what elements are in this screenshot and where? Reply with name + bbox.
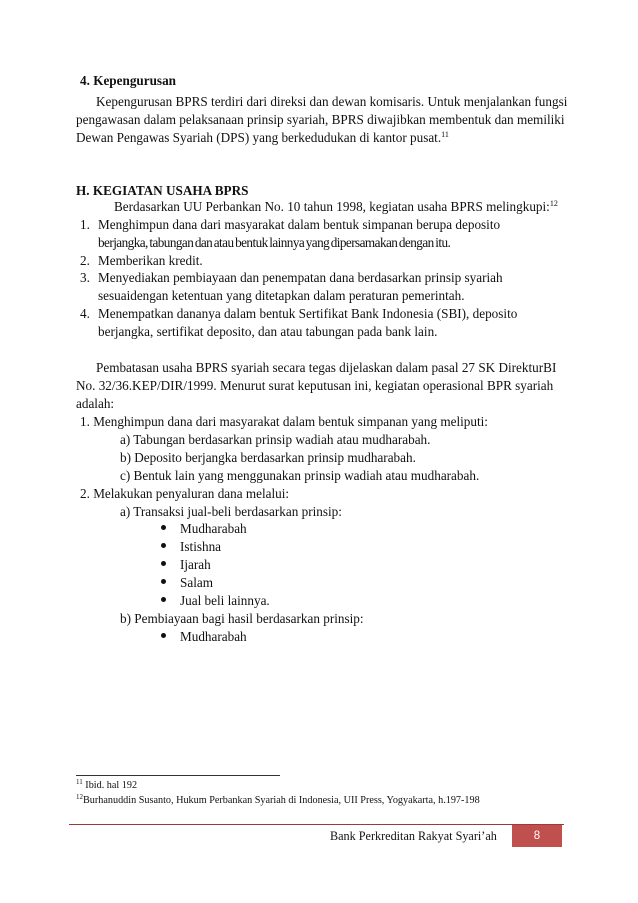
list-item-line: sesuaidengan ketentuan yang ditetapkan dalam peraturan pemerintah. [98, 288, 465, 303]
bullet-icon [161, 525, 166, 530]
bullet-item: Mudharabah [180, 629, 247, 644]
bullet-icon [161, 579, 166, 584]
footnote-12 [76, 793, 480, 806]
list-item-number: 2. [80, 253, 90, 268]
bullet-item: Jual beli lainnya. [180, 593, 270, 608]
footer-running-title: Bank Perkreditan Rakyat Syari’ah [330, 829, 497, 843]
list-item-number: 3. [80, 270, 90, 285]
restriction-item-2: 2. Melakukan penyaluran dana melalui: [80, 486, 290, 501]
list-item-number: 4. [80, 306, 90, 321]
footnote-11 [76, 778, 137, 791]
page-number: 8 [533, 830, 541, 842]
footnote-text: Ibid. hal 192 [85, 780, 138, 791]
bullet-icon [161, 543, 166, 548]
footnote-ref-11: 11 [441, 130, 449, 139]
bullet-icon [161, 597, 166, 602]
section-h-heading: H. KEGIATAN USAHA BPRS [76, 183, 249, 198]
page-number-badge [512, 825, 562, 847]
restriction-sub-a: a) Tabungan berdasarkan prinsip wadiah atau mudharabah. [120, 432, 431, 447]
section-h-intro [114, 199, 558, 215]
list-item-line: Menempatkan dananya dalam bentuk Sertifikat Bank Indonesia (SBI), deposito [98, 306, 518, 321]
bullet-icon [161, 633, 166, 638]
list-item-line: Menyediakan pembiayaan dan penempatan dana berdasarkan prinsip syariah [98, 270, 503, 285]
bullet-item: Ijarah [180, 557, 211, 572]
restriction-sub-c: c) Bentuk lain yang menggunakan prinsip wadiah atau mudharabah. [120, 468, 480, 483]
footnote-divider [76, 775, 280, 776]
bullet-item: Mudharabah [180, 521, 247, 536]
section-h-intro-text: Berdasarkan UU Perbankan No. 10 tahun 1998, kegiatan usaha BPRS melingkupi: [114, 199, 550, 214]
list-item-line: berjangka, tabungan dan atau bentuk lainnya yang dipersamakan dengan itu. [98, 235, 451, 250]
section-4-line-2: pengawasan dalam pelaksanaan prinsip syariah, BPRS diwajibkan membentuk dan memiliki [76, 112, 565, 127]
bullet-item: Istishna [180, 539, 222, 554]
footnote-ref-12: 12 [549, 199, 558, 208]
footer-divider [69, 824, 564, 825]
list-item-line: Menghimpun dana dari masyarakat dalam bentuk simpanan berupa deposito [98, 217, 501, 232]
section-4-line-3 [76, 130, 449, 146]
list-item-line: Memberikan kredit. [98, 253, 203, 268]
restriction-item-2-b: b) Pembiayaan bagi hasil berdasarkan prinsip: [120, 611, 364, 626]
restriction-line-1: Pembatasan usaha BPRS syariah secara tegas dijelaskan dalam pasal 27 SK DirekturBI [96, 360, 557, 375]
restriction-line-2: No. 32/36.KEP/DIR/1999. Menurut surat keputusan ini, kegiatan operasional BPR syariah [76, 378, 554, 393]
footnote-number: 12 [76, 793, 83, 801]
bullet-item: Salam [180, 575, 213, 590]
section-4-heading: 4. Kepengurusan [80, 73, 176, 88]
restriction-item-2-a: a) Transaksi jual-beli berdasarkan prinsip: [120, 504, 342, 519]
restriction-sub-b: b) Deposito berjangka berdasarkan prinsip mudharabah. [120, 450, 416, 465]
restriction-item-1: 1. Menghimpun dana dari masyarakat dalam bentuk simpanan yang meliputi: [80, 414, 488, 429]
list-item-line: berjangka, sertifikat deposito, dan atau tabungan pada bank lain. [98, 324, 438, 339]
footnote-text: Burhanuddin Susanto, Hukum Perbankan Syariah di Indonesia, UII Press, Yogyakarta, h.197-198 [83, 795, 480, 806]
bullet-icon [161, 561, 166, 566]
section-4-line-1: Kepengurusan BPRS terdiri dari direksi dan dewan komisaris. Untuk menjalankan fungsi [96, 94, 568, 109]
list-item-number: 1. [80, 217, 90, 232]
section-4-line-3-text: Dewan Pengawas Syariah (DPS) yang berkedudukan di kantor pusat. [76, 130, 442, 145]
restriction-line-3: adalah: [76, 396, 115, 411]
footnote-number: 11 [76, 778, 83, 786]
